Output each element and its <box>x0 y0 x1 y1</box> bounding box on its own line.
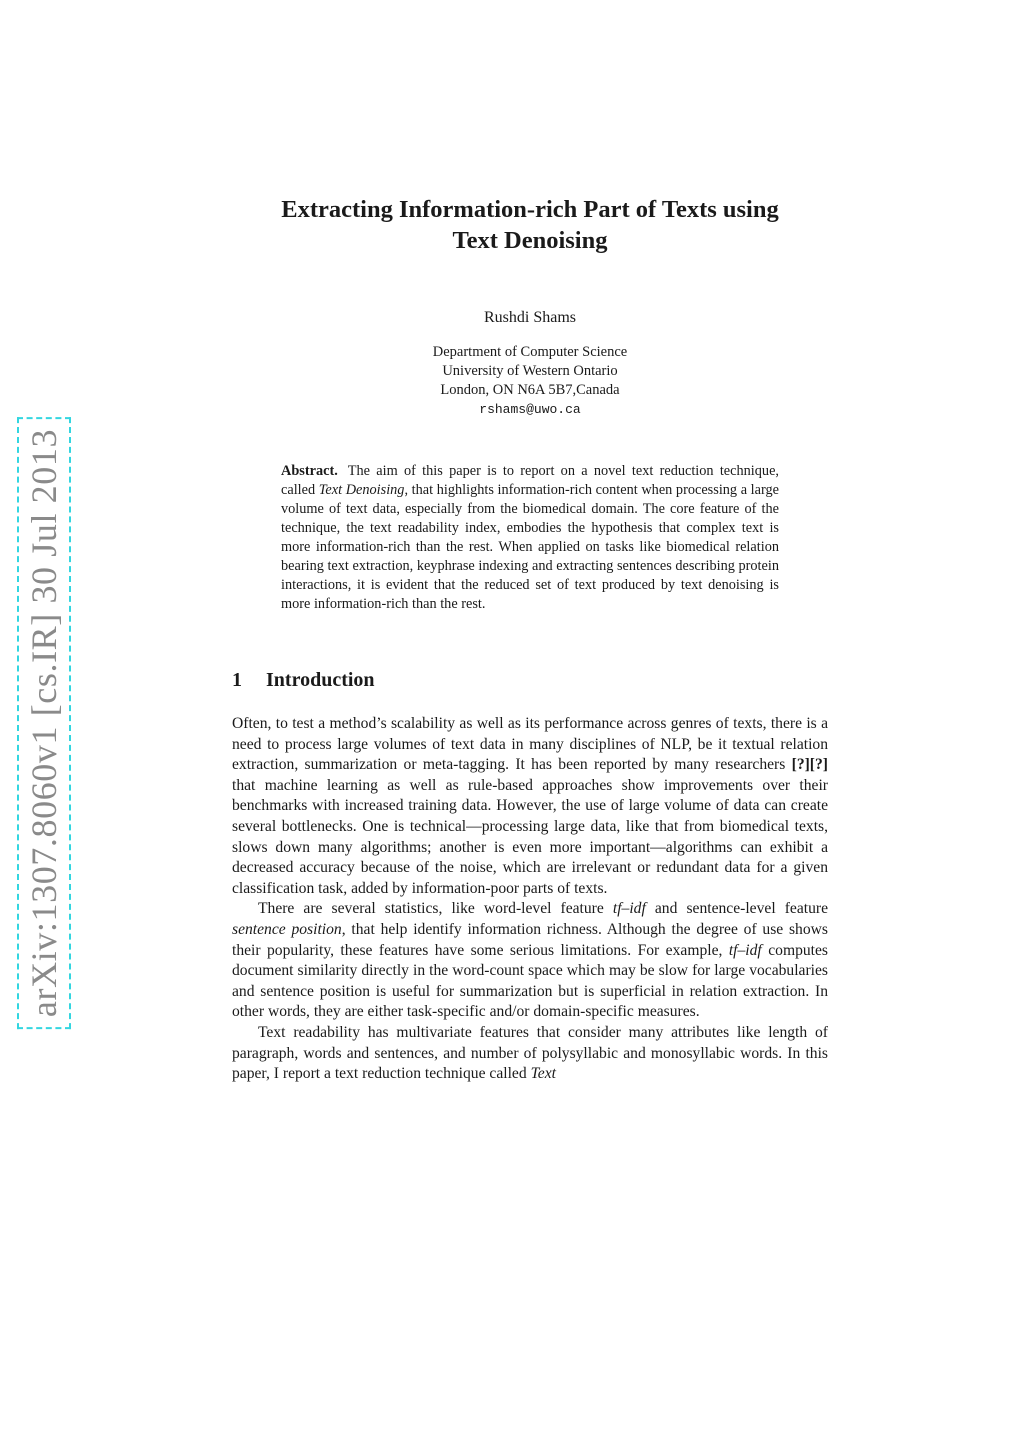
section-title: Introduction <box>266 669 375 691</box>
paragraph-2-text-b: and sentence-level feature <box>645 900 828 918</box>
abstract-text-part-2: , that highlights information-rich content when processing a large volume of text data, especially from the biomedical domain. The core feature of the technique, the text readability index, embodies the hypothesis that complex text is more information-rich than the rest. When applied on tasks like biomedical relation bearing text extraction, keyphrase indexing and extracting sentences describing protein interactions, it is evident that the reduced set of text produced by text denoising is more information-rich than the rest. <box>281 482 779 612</box>
paragraph-1-text-b: that machine learning as well as rule-based approaches show improvements over their benchmarks with increased training data. However, the use of large volume of data can create several bottlenecks. One is technical—processing large data, like that from biomedical texts, slows down many algorithms; another is even more important—algorithms can exhibit a decreased accuracy because of the noise, which are irrelevant or redundant data for a given classification task, added by information-poor parts of texts. <box>232 776 828 897</box>
abstract-label: Abstract. <box>281 463 338 479</box>
abstract <box>281 462 779 614</box>
term-sentence-position: sentence position <box>232 920 342 938</box>
email-link[interactable]: rshams@uwo.ca <box>479 402 581 417</box>
title-line-2: Text Denoising <box>452 227 608 254</box>
paragraph-1-text-a: Often, to test a method’s scalability as well as its performance across genres of texts, there is a need to process large volumes of text data in many disciplines of NLP, be it textual relation extraction, summarization or meta-tagging. It has been reported by many researchers <box>232 715 828 774</box>
paragraph-1 <box>232 714 828 899</box>
paper-title <box>232 194 828 256</box>
location: London, ON N6A 5B7,Canada <box>440 382 620 398</box>
paragraph-2-text-c: , that help identify information richness. Although the degree of use shows their popularity, these features have some serious limitations. For example, <box>232 920 828 959</box>
affiliation <box>232 343 828 419</box>
paragraph-2-text-d: computes document similarity directly in the word-count space which may be slow for large vocabularies and sentence position is useful for summarization but is superficial in relation extraction. In other words, they are either task-specific and/or domain-specific measures. <box>232 941 828 1021</box>
term-tfidf-2: tf–idf <box>728 941 762 959</box>
section-number: 1 <box>232 669 242 691</box>
university: University of Western Ontario <box>442 363 618 379</box>
term-tfidf: tf–idf <box>612 900 646 918</box>
author-name: Rushdi Shams <box>483 309 576 326</box>
department: Department of Computer Science <box>432 344 628 360</box>
citation-link[interactable]: [?][?] <box>791 756 828 774</box>
paragraph-2-text-a: There are several statistics, like word-level feature <box>258 900 613 918</box>
paragraph-3-text-a: Text readability has multivariate features that consider many attributes like length of paragraph, words and sentences, and number of polysyllabic and monosyllabic words. In this paper, I report a text reduction technique called <box>232 1023 828 1083</box>
paragraph-3 <box>232 1023 828 1085</box>
term-text: Text <box>530 1065 556 1083</box>
title-block <box>232 194 828 419</box>
paragraph-2 <box>232 899 828 1023</box>
section-heading <box>232 667 375 693</box>
title-line-1: Extracting Information-rich Part of Texts using <box>281 196 779 223</box>
abstract-term: Text Denoising <box>318 482 405 498</box>
arxiv-stamp[interactable]: arXiv:1307.8060v1 [cs.IR] 30 Jul 2013 <box>17 417 71 1029</box>
body-text <box>232 714 828 1085</box>
abstract-text-part-1: The aim of this paper is to report on a novel text reduction technique, called <box>281 463 779 498</box>
